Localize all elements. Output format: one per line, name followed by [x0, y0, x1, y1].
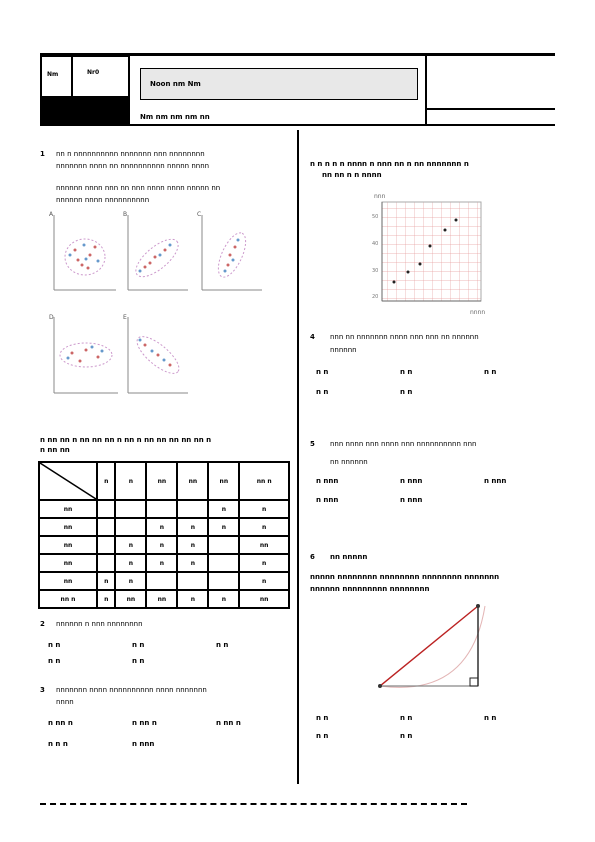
- table-cell: [146, 500, 177, 518]
- scatter-plot-e: [128, 317, 188, 393]
- header-right-divider: [425, 55, 427, 125]
- q8-line-2: nnnnnn nnnnnnnnn nnnnnnnn: [310, 585, 430, 593]
- scatter-label-b: B: [123, 211, 128, 218]
- table-cell: [208, 536, 239, 554]
- q1-line-4: nnnnnn nnnn nnnnnnnnnn: [56, 196, 150, 204]
- table-cell: n: [177, 590, 208, 608]
- table-cell: nn: [39, 536, 97, 554]
- table-cell: nn: [39, 518, 97, 536]
- q8-option-c[interactable]: n n: [484, 714, 497, 722]
- table-cell: n: [239, 572, 289, 590]
- table-cell: nn: [115, 590, 146, 608]
- table-cell: nn n: [39, 590, 97, 608]
- q8-option-d[interactable]: n n: [316, 732, 329, 740]
- table-cell: n: [146, 518, 177, 536]
- table-cell: n: [115, 536, 146, 554]
- q4-line-1: nnnnnnn nnnn nnnnnnnnnn nnnn nnnnnnn: [56, 686, 207, 694]
- table-cell: n: [208, 500, 239, 518]
- grid-x-axis-label: nnnn: [470, 309, 486, 316]
- table-cell: [208, 572, 239, 590]
- q4-option-b[interactable]: n nn n: [132, 719, 157, 727]
- table-cell: n: [115, 554, 146, 572]
- table-col-header: n: [115, 462, 146, 500]
- svg-text:30: 30: [372, 268, 379, 274]
- table-cell: [97, 536, 115, 554]
- q2-table: [38, 461, 290, 609]
- table-cell: nn: [39, 572, 97, 590]
- table-cell: n: [177, 554, 208, 572]
- header-subtitle: Nm nm nm nm nn: [140, 113, 210, 121]
- q6-number: 4: [310, 333, 315, 341]
- header-cell-2: Nr0: [87, 69, 100, 76]
- scatter-plot-d: [54, 317, 118, 393]
- q1-scatter-figures: [40, 205, 290, 405]
- q7-line-1: nnn nnnn nnn nnnn nnn nnnnnnnnnn nnn: [330, 440, 477, 448]
- header-bottom-rule: [40, 124, 555, 126]
- scatter-label-e: E: [123, 314, 127, 321]
- q4-option-d[interactable]: n n n: [48, 740, 68, 748]
- q4-option-a[interactable]: n nn n: [48, 719, 73, 727]
- q8-option-b[interactable]: n n: [400, 714, 413, 722]
- table-col-header: nn: [146, 462, 177, 500]
- table-cell: n: [177, 536, 208, 554]
- column-divider: [297, 130, 299, 784]
- q6-option-a[interactable]: n n: [316, 368, 329, 376]
- footer-dotted-rule: [40, 803, 467, 805]
- header-cell-1: Nm: [47, 71, 59, 78]
- header-title: Noon nm Nm: [150, 80, 201, 88]
- q3-option-b[interactable]: n n: [132, 641, 145, 649]
- table-cell: nn: [39, 554, 97, 572]
- table-cell: [97, 500, 115, 518]
- q1-line-1: nn n nnnnnnnnnn nnnnnnn nnn nnnnnnnn: [56, 150, 205, 158]
- q7-option-b[interactable]: n nnn: [400, 477, 423, 485]
- table-corner-cell: [39, 462, 97, 500]
- q2-intro-1: n nn nn n nn nn nn n nn n nn nn nn nn nn n: [40, 436, 212, 444]
- q6-option-d[interactable]: n n: [316, 388, 329, 396]
- table-cell: n: [115, 572, 146, 590]
- table-cell: n: [97, 572, 115, 590]
- table-cell: [97, 554, 115, 572]
- table-row: [39, 572, 289, 590]
- table-cell: nn: [239, 590, 289, 608]
- scatter-label-d: D: [49, 314, 54, 321]
- q3-option-a[interactable]: n n: [48, 641, 61, 649]
- table-cell: n: [208, 518, 239, 536]
- scatter-plot-c: [202, 215, 262, 290]
- q7-option-e[interactable]: n nnn: [400, 496, 423, 504]
- q6-option-c[interactable]: n n: [484, 368, 497, 376]
- table-col-header: nn: [208, 462, 239, 500]
- q7-line-2: nn nnnnnn: [330, 458, 368, 466]
- table-cell: [208, 554, 239, 572]
- q3-number: 2: [40, 620, 45, 628]
- table-cell: n: [239, 554, 289, 572]
- q3-option-e[interactable]: n n: [132, 657, 145, 665]
- table-row: [39, 536, 289, 554]
- q1-line-3: nnnnnn nnnn nnn nn nnn nnnn nnnn nnnnn nn: [56, 184, 221, 192]
- q1-number: 1: [40, 150, 45, 158]
- table-header-row: [39, 462, 289, 500]
- svg-text:20: 20: [372, 294, 379, 300]
- q7-option-c[interactable]: n nnn: [484, 477, 507, 485]
- svg-text:50: 50: [372, 214, 379, 220]
- header-mid-rule: [425, 108, 555, 110]
- header-black-block: [40, 96, 130, 125]
- table-cell: nn: [239, 536, 289, 554]
- q5-intro-2: nn nn n n nnnn: [322, 171, 382, 179]
- svg-text:40: 40: [372, 241, 379, 247]
- q7-option-a[interactable]: n nnn: [316, 477, 339, 485]
- table-row: [39, 554, 289, 572]
- q8-triangle-figure: [360, 598, 500, 698]
- table-row: [39, 590, 289, 608]
- q8-number: 6: [310, 553, 315, 561]
- scatter-plot-a: [54, 215, 116, 290]
- q3-option-c[interactable]: n n: [216, 641, 229, 649]
- table-cell: n: [239, 500, 289, 518]
- table-cell: [115, 500, 146, 518]
- table-cell: [177, 572, 208, 590]
- table-col-header: nn: [177, 462, 208, 500]
- table-col-header: nn n: [239, 462, 289, 500]
- table-cell: n: [177, 518, 208, 536]
- q8-line-1: nnnnn nnnnnnnn nnnnnnnn nnnnnnnn nnnnnnn: [310, 573, 500, 581]
- q6-line-1: nnn nn nnnnnnn nnnn nnn nnn nn nnnnnn: [330, 333, 479, 341]
- q4-number: 3: [40, 686, 45, 694]
- table-row: [39, 500, 289, 518]
- grid-y-axis-label: nnn: [374, 193, 386, 200]
- table-cell: nn: [39, 500, 97, 518]
- q4-option-e[interactable]: n nnn: [132, 740, 155, 748]
- table-cell: [115, 518, 146, 536]
- q4-line-2: nnnn: [56, 698, 74, 706]
- q4-option-c[interactable]: n nn n: [216, 719, 241, 727]
- q3-text: nnnnnn n nnn nnnnnnnn: [56, 620, 143, 628]
- q8-option-e[interactable]: n n: [400, 732, 413, 740]
- q8-title: nn nnnnn: [330, 553, 368, 561]
- table-row: [39, 518, 289, 536]
- table-cell: n: [146, 554, 177, 572]
- table-cell: n: [97, 590, 115, 608]
- scatter-label-a: A: [49, 211, 54, 218]
- q2-intro-2: n nn nn: [40, 446, 70, 454]
- q6-line-2: nnnnnn: [330, 346, 357, 354]
- q5-grid-figure: [360, 190, 500, 320]
- table-col-header: n: [97, 462, 115, 500]
- table-cell: [177, 500, 208, 518]
- header-cell-divider: [71, 55, 73, 96]
- q1-line-2: nnnnnnn nnnn nn nnnnnnnnnn nnnnn nnnn: [56, 162, 210, 170]
- q3-option-d[interactable]: n n: [48, 657, 61, 665]
- table-cell: [97, 518, 115, 536]
- q5-intro-1: n n n n n nnnn n nnn nn n nn nnnnnnn n: [310, 160, 469, 168]
- table-cell: n: [239, 518, 289, 536]
- table-cell: [146, 572, 177, 590]
- q6-option-b[interactable]: n n: [400, 368, 413, 376]
- q7-option-d[interactable]: n nnn: [316, 496, 339, 504]
- table-cell: n: [146, 536, 177, 554]
- q7-number: 5: [310, 440, 315, 448]
- table-cell: n: [208, 590, 239, 608]
- scatter-label-c: C: [197, 211, 202, 218]
- q6-option-e[interactable]: n n: [400, 388, 413, 396]
- table-cell: nn: [146, 590, 177, 608]
- scatter-plot-b: [128, 215, 188, 290]
- q8-option-a[interactable]: n n: [316, 714, 329, 722]
